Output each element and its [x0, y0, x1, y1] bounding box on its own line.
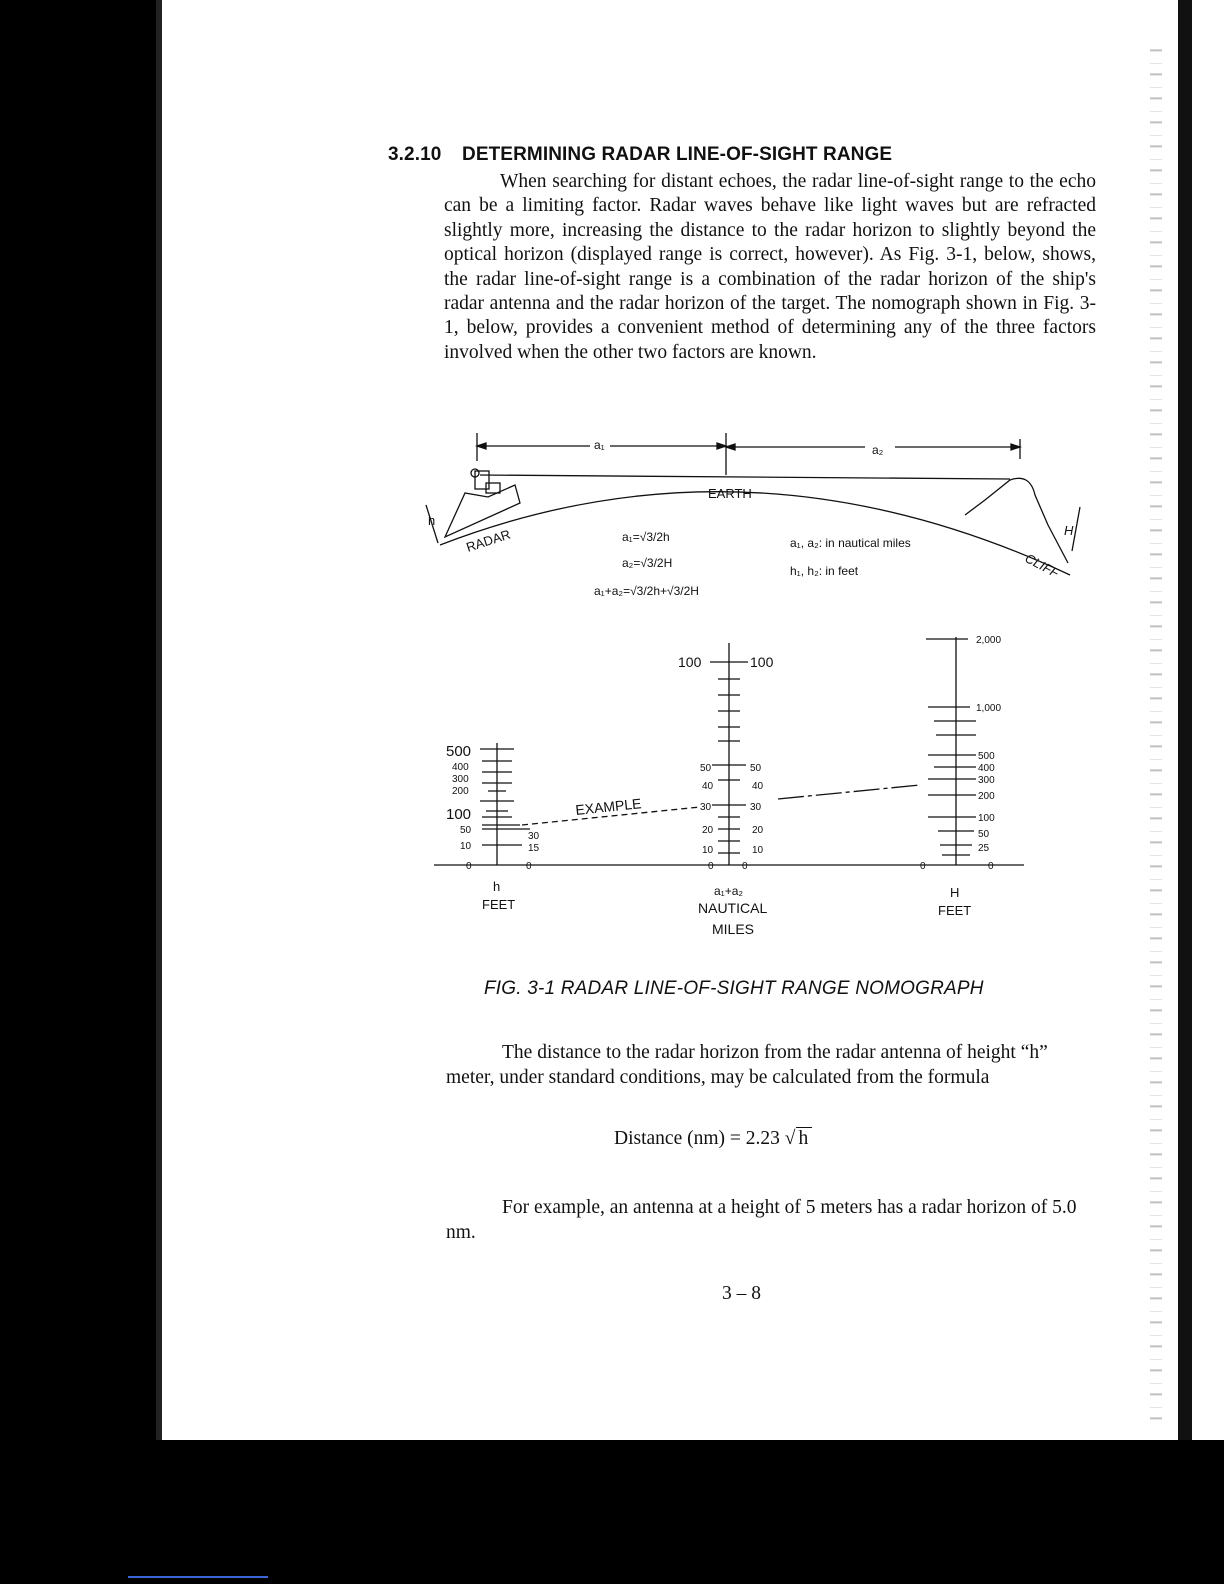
figure-caption: FIG. 3-1 RADAR LINE-OF-SIGHT RANGE NOMOGRAPH [484, 978, 984, 999]
right-tick-400: 400 [978, 763, 995, 774]
middle-top-right: 100 [750, 654, 774, 670]
middle-right-20: 20 [752, 825, 764, 836]
right-scale-label: H [950, 885, 960, 900]
middle-right-0: 0 [742, 861, 748, 872]
formula-sum: a₁+a₂=√3/2h+√3/2H [594, 584, 699, 598]
units-h: h₁, h₂: in feet [790, 564, 859, 578]
middle-right-10: 10 [752, 845, 764, 856]
middle-top-left: 100 [678, 654, 702, 670]
right-left-zero: 0 [920, 861, 926, 872]
section-title: DETERMINING RADAR LINE-OF-SIGHT RANGE [462, 144, 893, 165]
nomograph-figure [420, 425, 1100, 955]
left-scale-unit: FEET [482, 897, 516, 912]
label-radar: RADAR [464, 526, 513, 555]
label-a1: a₁ [594, 438, 605, 452]
left-tick-200: 200 [452, 786, 469, 797]
middle-scale-unit-1: NAUTICAL [698, 900, 768, 916]
right-tick-100: 100 [978, 813, 995, 824]
formula-intro-paragraph: The distance to the radar horizon from the radar antenna of height “h” meter, under standard conditions, may be calculated from the formula [446, 1042, 1048, 1088]
left-inner-15: 15 [528, 843, 540, 854]
right-tick-200: 200 [978, 791, 995, 802]
section-number: 3.2.10 [388, 144, 442, 165]
middle-left-40: 40 [702, 781, 714, 792]
left-scale-label: h [493, 879, 501, 894]
label-h-top: h [428, 513, 436, 528]
example-paragraph: For example, an antenna at a height of 5 meters has a radar horizon of 5.0 nm. [446, 1197, 1077, 1243]
figure-3-1 [420, 425, 1100, 955]
left-tick-50: 50 [460, 825, 472, 836]
intro-paragraph: When searching for distant echoes, the radar line-of-sight range to the echo can be a limiting factor. Radar waves behave like light waves but are refracted slightly more, increasing the distance to the radar horizon to slightly beyond the optical horizon (displayed range is correct, however). As Fig. 3-1, below, shows, the radar line-of-sight range is a combination of the radar horizon of the ship's radar antenna and the radar horizon of the target. The nomograph shown in Fig. 3-1, below, provides a convenient method of determining any of the three factors involved when the other two factors are known. [444, 171, 1096, 363]
middle-scale-unit-2: MILES [712, 921, 755, 937]
left-tick-10: 10 [460, 841, 472, 852]
middle-right-50: 50 [750, 763, 762, 774]
right-tick-300: 300 [978, 775, 995, 786]
scan-border-right [1178, 0, 1192, 1440]
left-inner-0: 0 [526, 861, 532, 872]
label-cliff: CLIFF [1022, 550, 1062, 581]
page-number: 3 – 8 [722, 1283, 761, 1304]
scan-border-edge [156, 0, 162, 1440]
middle-scale-label: a₁+a₂ [714, 884, 744, 898]
right-scale-unit: FEET [938, 903, 972, 918]
middle-left-10: 10 [702, 845, 714, 856]
right-tick-50: 50 [978, 829, 990, 840]
middle-right-30: 30 [750, 802, 762, 813]
middle-left-20: 20 [702, 825, 714, 836]
dimension-lines [426, 433, 1080, 575]
middle-right-40: 40 [752, 781, 764, 792]
formula-radicand: h [796, 1127, 812, 1150]
left-tick-0: 0 [466, 861, 472, 872]
scan-speckle [1150, 40, 1162, 1420]
distance-formula [614, 1127, 812, 1150]
left-inner-30: 30 [528, 831, 540, 842]
scan-border-bottom [0, 1440, 1224, 1584]
formula-a2: a₂=√3/2H [622, 556, 673, 570]
label-earth: EARTH [708, 486, 752, 501]
right-tick-25: 25 [978, 843, 990, 854]
right-tick-0: 0 [988, 861, 994, 872]
middle-left-0: 0 [708, 861, 714, 872]
left-tick-500: 500 [446, 743, 472, 760]
nomograph-lines [434, 637, 1024, 865]
right-tick-1000: 1,000 [976, 703, 1002, 714]
example-label: EXAMPLE [574, 795, 643, 818]
scan-blue-line [128, 1576, 268, 1578]
middle-left-30: 30 [700, 802, 712, 813]
formula-a1: a₁=√3/2h [622, 530, 670, 544]
scan-border-left [0, 0, 158, 1584]
right-tick-2000: 2,000 [976, 635, 1002, 646]
formula-prefix: Distance (nm) = 2.23 √ [614, 1128, 796, 1149]
section-heading [388, 144, 892, 166]
left-tick-400: 400 [452, 762, 469, 773]
units-a: a₁, a₂: in nautical miles [790, 536, 911, 550]
left-tick-100: 100 [446, 806, 472, 823]
right-tick-500: 500 [978, 751, 995, 762]
label-a2: a₂ [872, 443, 884, 457]
left-tick-300: 300 [452, 774, 469, 785]
middle-left-50: 50 [700, 763, 712, 774]
label-H-top: H [1064, 523, 1074, 538]
